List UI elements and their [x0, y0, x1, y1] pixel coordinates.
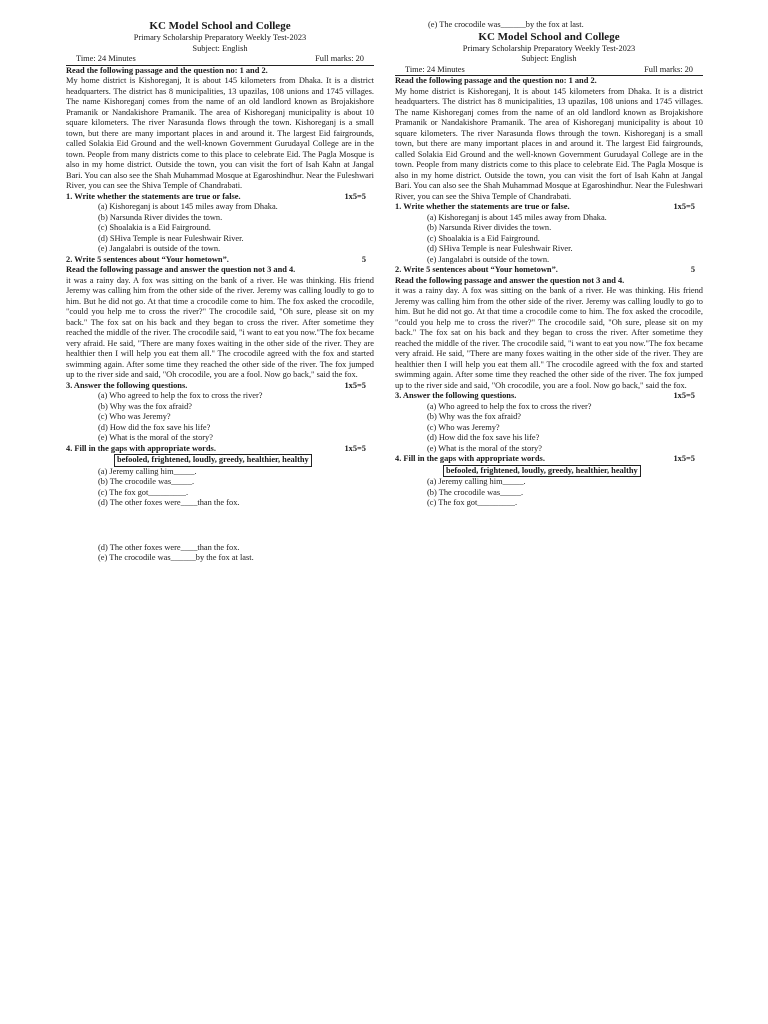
question-1: 1. Write whether the statements are true or false. 1x5=5 [395, 202, 695, 211]
q3-item: (c) Who was Jeremy? [427, 422, 500, 432]
q4-item: (c) The fox got_________. [427, 498, 518, 507]
q1-item: (c) Shoalakia is a Eid Fairground. [427, 233, 540, 243]
passage2: it was a rainy day. A fox was sitting on the bank of a river. He was thinking. His friend Jeremy was calling him from the other side of the river. Jeremy was calling loudly to go to him. But he did not go. At that time a crocodile come to him. The fox asked the crocodile, "could you help me to cross the river?" The crocodile said, "Oh sure, please sit on my back." The fox sat on his back and they began to cross the river. After sometime they reached the middle of the river. The crocodile said, "i want to eat you now."The fox became very afraid. He said, "There are many foxes waiting in the other side of the river. They are healthier then I will help you eat them all." The crocodile agreed with the fox and started swimming again. After some time they reached the other side of the river. The fox jumped up to the river side and said, "Oh crocodile, you are a fool. Now go back," said the fox. [395, 286, 703, 390]
q1-item: (e) Jangalabri is outside of the town. [98, 244, 221, 253]
passage1-heading: Read the following passage and the question no: 1 and 2. [395, 76, 597, 85]
full-marks: Full marks: 20 [315, 54, 364, 63]
q1-item: (e) Jangalabri is outside of the town. [427, 254, 550, 264]
school-name: KC Model School and College [149, 20, 291, 32]
q1-item: (b) Narsunda River divides the town. [98, 212, 223, 222]
q4-item: (d) The other foxes were____than the fox. [98, 542, 240, 552]
q1-item: (a) Kishoreganj is about 145 miles away from Dhaka. [98, 202, 278, 211]
q4-item: (a) Jeremy calling him_____. [98, 466, 197, 476]
time-marks-row [395, 65, 703, 77]
q1-item: (b) Narsunda River divides the town. [427, 223, 552, 232]
q3-item: (d) How did the fox save his life? [427, 433, 540, 442]
school-name: KC Model School and College [478, 30, 620, 43]
q1-item: (d) SHiva Temple is near Fuleshwair River. [427, 244, 573, 253]
test-name: Primary Scholarship Preparatory Weekly Test-2023 [462, 43, 636, 53]
question-4: 4. Fill in the gaps with appropriate words. 1x5=5 [395, 454, 695, 463]
q4-item: (d) The other foxes were____than the fox. [98, 498, 240, 507]
q3-item: (b) Why was the fox afraid? [98, 401, 193, 411]
q3-item: (b) Why was the fox afraid? [427, 412, 522, 421]
q1-item: (a) Kishoreganj is about 145 miles away from Dhaka. [427, 212, 607, 222]
word-box-row [395, 465, 703, 478]
q3-item: (a) Who agreed to help the fox to cross the river? [98, 391, 263, 400]
q3-item: (a) Who agreed to help the fox to cross the river? [427, 401, 592, 411]
q4-item: (e) The crocodile was______by the fox at last. [98, 553, 254, 562]
word-box-row [66, 454, 374, 467]
passage1-heading: Read the following passage and the question no: 1 and 2. [66, 65, 268, 75]
passage2-heading: Read the following passage and answer the question not 3 and 4. [395, 275, 625, 285]
q4-item: (b) The crocodile was_____. [98, 477, 195, 486]
time: Time: 24 Minutes [76, 54, 136, 63]
full-marks: Full marks: 20 [644, 64, 693, 74]
question-1: 1. Write whether the statements are true or false. 1x5=5 [66, 191, 366, 201]
q3-item: (e) What is the moral of the story? [427, 443, 542, 453]
q4-item: (a) Jeremy calling him_____. [427, 477, 526, 486]
q4-item: (c) The fox got_________. [98, 487, 189, 497]
q1-item: (c) Shoalakia is a Eid Fairground. [98, 223, 211, 232]
passage2: it was a rainy day. A fox was sitting on the bank of a river. He was thinking. His friend Jeremy was calling him from the other side of the river. Jeremy was calling loudly to go to him. But he did not go. At that time a crocodile come to him. The fox asked the crocodile, "could you help me to cross the river?" The crocodile said, "Oh sure, please sit on my back." The fox sat on his back and they began to cross the river. After sometime they reached the middle of the river. The crocodile said, "i want to eat you now."The fox became very afraid. He said, "There are many foxes waiting in the other side of the river. They are healthier then I will help you eat them all." The crocodile agreed with the fox and started swimming again. After some time they reached the other side of the river. The fox jumped up to the river side and said, "Oh crocodile, you are a fool. Now go back," said the fox. [66, 275, 374, 379]
time: Time: 24 Minutes [405, 64, 465, 74]
test-name: Primary Scholarship Preparatory Weekly Test-2023 [133, 33, 307, 42]
question-4: 4. Fill in the gaps with appropriate words. 1x5=5 [66, 443, 366, 453]
question-3: 3. Answer the following questions. 1x5=5 [395, 391, 695, 400]
subject: Subject: English [192, 43, 248, 53]
q3-item: (e) What is the moral of the story? [98, 433, 213, 442]
q1-item: (d) SHiva Temple is near Fuleshwair River. [98, 233, 244, 243]
passage2-heading: Read the following passage and answer the question not 3 and 4. [66, 265, 296, 274]
word-box: befooled, frightened, loudly, greedy, healthier, healthy [443, 465, 641, 478]
passage1: My home district is Kishoreganj, It is about 145 kilometers from Dhaka. It is a district headquarters. The district has 8 municipalities, 13 upazilas, 108 unions and 1745 villages. The name Kishoreganj comes from the name of an old landlord known as Brojakishore Pramanik or Nandakishore Pramanik. The area of Kishoreganj municipality is about 10 square kilometers. The river Narasunda flows through the town. Kishoreganj is a small town, but there are many important places in and around it. The largest Eid fairgrounds, called Solakia Eid Ground and the well-known Government Gurudayal College are in the town. People from many districts come to this place to celebrate Eid. The Pagla Mosque is also in my home district. Outside the town, you can visit the fort of Isah Kahn at Jangal Bari. You can also see the Shah Muhammad Mosque at Egaroshindhur. Near the Fuleshwari River, you can see the Shiva Temple of Chandrabati. [395, 86, 703, 201]
question-2: 2. Write 5 sentences about “Your hometown”. 5 [66, 254, 366, 264]
word-box: befooled, frightened, loudly, greedy, healthier, healthy [114, 454, 312, 467]
right-column [395, 20, 703, 509]
passage1: My home district is Kishoreganj, It is about 145 kilometers from Dhaka. It is a district headquarters. The district has 8 municipalities, 13 upazilas, 108 unions and 1745 villages. The name Kishoreganj comes from the name of an old landlord known as Brojakishore Pramanik or Nandakishore Pramanik. The area of Kishoreganj municipality is about 10 square kilometers. The river Narasunda flows through the town. Kishoreganj is a small town, but there are many important places in and around it. The largest Eid fairgrounds, called Solakia Eid Ground and the well-known Government Gurudayal College are in the town. People from many districts come to this place to celebrate Eid. The Pagla Mosque is also in my home district. Outside the town, you can visit the fort of Isah Kahn at Jangal Bari. You can also see the Shah Muhammad Mosque at Egaroshindhur. Near the Fuleshwari River, you can see the Shiva Temple of Chandrabati. [66, 76, 374, 190]
left-column [66, 20, 374, 564]
subject: Subject: English [521, 54, 577, 63]
question-3: 3. Answer the following questions. 1x5=5 [66, 380, 366, 390]
spacer [66, 509, 374, 543]
carryover-line: (e) The crocodile was______by the fox at last. [428, 20, 584, 29]
q3-item: (d) How did the fox save his life? [98, 422, 211, 432]
time-marks-row [66, 54, 374, 66]
question-2: 2. Write 5 sentences about “Your hometown”. 5 [395, 265, 695, 274]
q4-item: (b) The crocodile was_____. [427, 487, 524, 497]
q3-item: (c) Who was Jeremy? [98, 412, 171, 421]
